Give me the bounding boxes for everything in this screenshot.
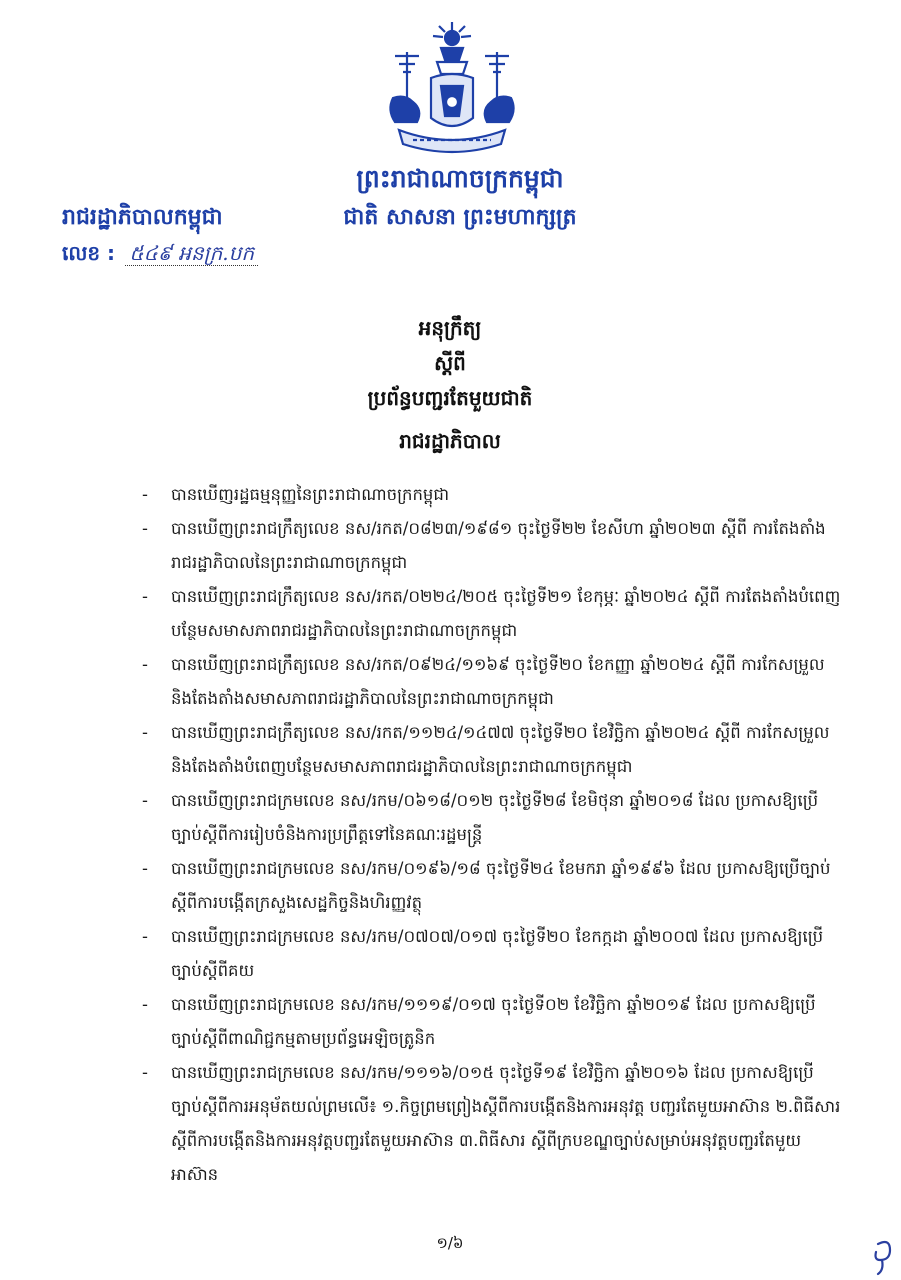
list-item — [142, 988, 842, 1056]
list-item — [142, 648, 842, 716]
reference-value: ៥៤៩ អនក្រ.បក — [125, 241, 258, 266]
national-motto: ជាតិ សាសនា ព្រះមហាក្សត្រ — [343, 205, 577, 230]
list-dash: - — [142, 655, 148, 674]
document-about: ស្តីពី — [434, 351, 466, 375]
list-item-text: បានឃើញព្រះរាជក្រមលេខ នស/រកម/០១៩៦/១៨ ចុះថ្ងៃទី២៤ ខែមករា ឆ្នាំ១៩៩៦ ដែល ប្រកាសឱ្យប្រើច្បាប់ស្តីពីការបង្កើតក្រសួងសេដ្ឋកិច្ចនិងហិរញ្ញវត្ថុ — [171, 859, 831, 912]
kingdom-title: ព្រះរាជាណាចក្រកម្ពុជា — [356, 164, 564, 193]
list-item — [142, 920, 842, 988]
list-dash: - — [142, 859, 148, 878]
reference-label: លេខ : — [62, 241, 116, 265]
list-dash: - — [142, 587, 148, 606]
list-item-text: បានឃើញព្រះរាជក្រឹត្យលេខ នស/រកត/០២២៤/២០៥ ចុះថ្ងៃទី២១ ខែកុម្ភៈ ឆ្នាំ២០២៤ ស្តីពី ការតែងតាំងបំពេញបន្ថែមសមាសភាពរាជរដ្ឋាភិបាលនៃព្រះរាជាណាចក្រកម្ពុជា — [171, 587, 841, 640]
list-item — [142, 716, 842, 784]
list-item-text: បានឃើញព្រះរាជក្រមលេខ នស/រកម/០៧០៧/០១៧ ចុះថ្ងៃទី២០ ខែកក្កដា ឆ្នាំ២០០៧ ដែល ប្រកាសឱ្យប្រើច្បាប់ស្តីពីគយ — [171, 927, 824, 980]
list-dash: - — [142, 485, 148, 504]
list-item-text: បានឃើញរដ្ឋធម្មនុញ្ញនៃព្រះរាជាណាចក្រកម្ពុជា — [171, 485, 450, 504]
list-item — [142, 1056, 842, 1192]
list-dash: - — [142, 995, 148, 1014]
list-item — [142, 852, 842, 920]
reference-number — [62, 240, 258, 270]
list-item — [142, 580, 842, 648]
document-issuer: រាជរដ្ឋាភិបាល — [399, 429, 501, 453]
list-dash: - — [142, 519, 148, 538]
list-item-text: បានឃើញព្រះរាជក្រឹត្យលេខ នស/រកត/០៨២៣/១៩៨១ ចុះថ្ងៃទី២២ ខែសីហា ឆ្នាំ២០២៣ ស្តីពី ការតែងតាំងរាជរដ្ឋាភិបាលនៃព្រះរាជាណាចក្រកម្ពុជា — [171, 519, 826, 572]
initials-mark-icon — [872, 1236, 896, 1276]
list-item-text: បានឃើញព្រះរាជក្រឹត្យលេខ នស/រកត/០៩២៤/១១៦៩ ចុះថ្ងៃទី២០ ខែកញ្ញា ឆ្នាំ២០២៤ ស្តីពី ការកែសម្រួលនិងតែងតាំងសមាសភាពរាជរដ្ឋាភិបាលនៃព្រះរាជាណាចក្រកម្ពុជា — [171, 655, 825, 708]
list-dash: - — [142, 1063, 148, 1082]
list-item-text: បានឃើញព្រះរាជក្រមលេខ នស/រកម/០៦១៨/០១២ ចុះថ្ងៃទី២៨ ខែមិថុនា ឆ្នាំ២០១៨ ដែល ប្រកាសឱ្យប្រើច្បាប់ស្តីពីការរៀបចំនិងការប្រព្រឹត្តទៅនៃគណៈរដ្ឋមន្ត្រី — [171, 791, 819, 844]
list-dash: - — [142, 723, 148, 742]
document-subject: ប្រព័ន្ធបញ្ជរតែមួយជាតិ — [367, 386, 533, 410]
list-item — [142, 478, 842, 512]
list-item-text: បានឃើញព្រះរាជក្រឹត្យលេខ នស/រកត/១១២៤/១៤៧៧ ចុះថ្ងៃទី២០ ខែវិច្ឆិកា ឆ្នាំ២០២៤ ស្តីពី ការកែសម្រួលនិងតែងតាំងបំពេញបន្ថែមសមាសភាពរាជរដ្ឋាភិបាលនៃព្រះរាជាណាចក្រកម្ពុជា — [171, 723, 830, 776]
list-item — [142, 512, 842, 580]
government-name: រាជរដ្ឋាភិបាលកម្ពុជា — [62, 205, 223, 230]
list-item — [142, 784, 842, 852]
list-item-text: បានឃើញព្រះរាជក្រមលេខ នស/រកម/១១១៩/០១៧ ចុះថ្ងៃទី០២ ខែវិច្ឆិកា ឆ្នាំ២០១៩ ដែល ប្រកាសឱ្យប្រើច្បាប់ស្តីពីពាណិជ្ជកម្មតាមប្រព័ន្ធអេឡិចត្រូនិក — [171, 995, 816, 1048]
royal-emblem-icon — [373, 18, 531, 164]
list-dash: - — [142, 791, 148, 810]
legal-basis-list — [142, 478, 842, 1192]
list-dash: - — [142, 927, 148, 946]
list-item-text: បានឃើញព្រះរាជក្រមលេខ នស/រកម/១១១៦/០១៥ ចុះថ្ងៃទី១៩ ខែវិច្ឆិកា ឆ្នាំ២០១៦ ដែល ប្រកាសឱ្យប្រើច្បាប់ស្តីពីការអនុម័តយល់ព្រមលើ៖ ១.កិច្ចព្រមព្រៀងស្តីពីការបង្កើតនិងការអនុវត្ត បញ្ជរតែមួយអាស៊ាន ២.ពិធីសារស្តីពីការបង្កើតនិងការអនុវត្តបញ្ជរតែមួយអាស៊ាន ៣.ពិធីសារ ស្តីពីក្របខណ្ឌច្បាប់សម្រាប់អនុវត្តបញ្ជរតែមួយអាស៊ាន — [171, 1063, 841, 1184]
document-type: អនុក្រឹត្យ — [418, 316, 482, 340]
page-number: ១/៦ — [436, 1234, 464, 1252]
